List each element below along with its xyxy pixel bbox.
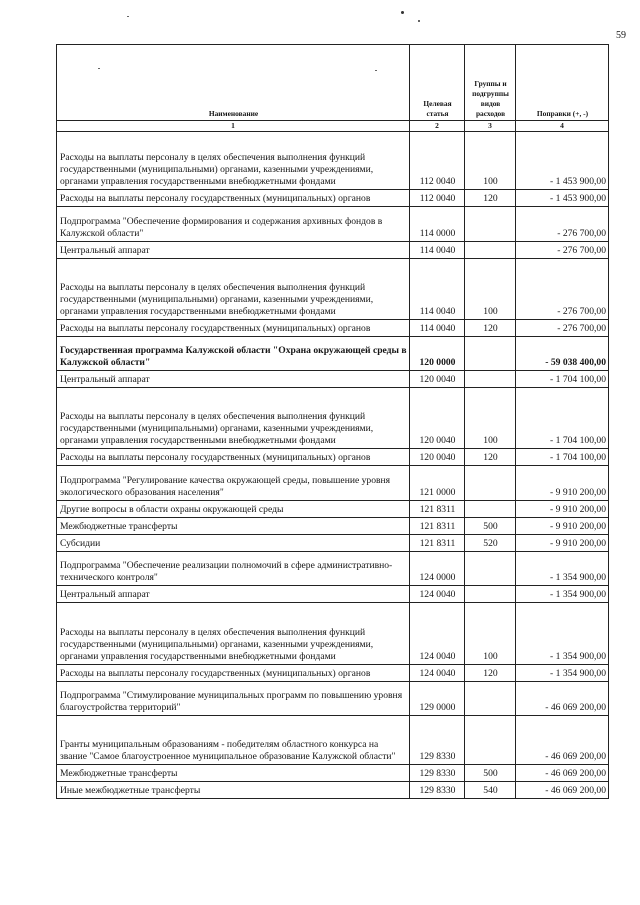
table-row [57,259,609,320]
column-number: 1 [57,121,410,132]
row-expense-group [465,716,516,765]
column-number: 4 [516,121,609,132]
row-target-article: 124 0000 [410,552,465,586]
row-amendment: - 1 453 900,00 [516,132,609,190]
table-row [57,371,609,388]
row-amendment: - 276 700,00 [516,242,609,259]
row-expense-group: 500 [465,518,516,535]
row-expense-group [465,371,516,388]
row-target-article: 121 8311 [410,518,465,535]
row-amendment: - 276 700,00 [516,207,609,242]
row-amendment: - 9 910 200,00 [516,466,609,501]
row-amendment: - 1 453 900,00 [516,190,609,207]
row-target-article: 124 0040 [410,665,465,682]
table-row [57,782,609,799]
column-number: 3 [465,121,516,132]
row-name: Расходы на выплаты персоналу государственных (муниципальных) органов [57,449,410,466]
table-row [57,132,609,190]
row-name: Расходы на выплаты персоналу в целях обеспечения выполнения функций государственными (муниципальными) органами, казенными учреждениями, органами управления государственными внебюджетными фондами [57,603,410,665]
row-name: Подпрограмма "Обеспечение формирования и содержания архивных фондов в Калужской области" [57,207,410,242]
table-row [57,716,609,765]
table-row [57,242,609,259]
row-target-article: 114 0040 [410,259,465,320]
row-expense-group: 500 [465,765,516,782]
row-amendment: - 276 700,00 [516,259,609,320]
row-name: Центральный аппарат [57,586,410,603]
header-name: Наименование [57,45,410,121]
row-name: Межбюджетные трансферты [57,765,410,782]
row-name: Расходы на выплаты персоналу государственных (муниципальных) органов [57,665,410,682]
row-target-article: 129 8330 [410,782,465,799]
row-target-article: 112 0040 [410,132,465,190]
row-name: Расходы на выплаты персоналу государственных (муниципальных) органов [57,320,410,337]
row-expense-group [465,586,516,603]
row-amendment: - 1 354 900,00 [516,665,609,682]
row-expense-group: 120 [465,665,516,682]
row-amendment: - 46 069 200,00 [516,682,609,716]
table-row [57,518,609,535]
budget-table [56,44,609,799]
row-amendment: - 1 354 900,00 [516,586,609,603]
row-amendment: - 59 038 400,00 [516,337,609,371]
row-expense-group [465,466,516,501]
table-row [57,190,609,207]
row-name: Расходы на выплаты персоналу государственных (муниципальных) органов [57,190,410,207]
row-expense-group: 540 [465,782,516,799]
row-name: Государственная программа Калужской области "Охрана окружающей среды в Калужской области" [57,337,410,371]
row-name: Субсидии [57,535,410,552]
table-row [57,552,609,586]
row-amendment: - 1 704 100,00 [516,449,609,466]
row-expense-group: 100 [465,388,516,449]
row-amendment: - 46 069 200,00 [516,765,609,782]
row-target-article: 120 0000 [410,337,465,371]
row-target-article: 124 0040 [410,586,465,603]
row-expense-group: 120 [465,190,516,207]
row-name: Центральный аппарат [57,242,410,259]
header-target-article: Целевая статья [410,45,465,121]
table-row [57,449,609,466]
table-row [57,207,609,242]
row-expense-group: 100 [465,603,516,665]
row-expense-group: 100 [465,259,516,320]
row-target-article: 120 0040 [410,449,465,466]
row-amendment: - 46 069 200,00 [516,782,609,799]
row-target-article: 129 0000 [410,682,465,716]
row-name: Подпрограмма "Обеспечение реализации полномочий в сфере административно-технического контроля" [57,552,410,586]
row-target-article: 120 0040 [410,388,465,449]
row-target-article: 121 8311 [410,535,465,552]
row-amendment: - 9 910 200,00 [516,501,609,518]
row-name: Межбюджетные трансферты [57,518,410,535]
row-expense-group: 520 [465,535,516,552]
table-row [57,388,609,449]
column-number: 2 [410,121,465,132]
row-amendment: - 1 704 100,00 [516,371,609,388]
table-header-row [57,45,609,121]
row-target-article: 112 0040 [410,190,465,207]
table-row [57,535,609,552]
row-expense-group [465,337,516,371]
row-target-article: 120 0040 [410,371,465,388]
row-name: Подпрограмма "Регулирование качества окружающей среды, повышение уровня экологического образования населения" [57,466,410,501]
row-expense-group: 100 [465,132,516,190]
header-amendments: Поправки (+, -) [516,45,609,121]
row-target-article: 121 0000 [410,466,465,501]
row-amendment: - 9 910 200,00 [516,535,609,552]
table-row [57,501,609,518]
table-row [57,586,609,603]
table-row [57,665,609,682]
page-number: 59 [616,30,626,41]
row-target-article: 129 8330 [410,716,465,765]
row-name: Расходы на выплаты персоналу в целях обеспечения выполнения функций государственными (муниципальными) органами, казенными учреждениями, органами управления государственными внебюджетными фондами [57,132,410,190]
row-name: Гранты муниципальным образованиям - победителям областного конкурса на звание "Самое благоустроенное муниципальное образование Калужской области" [57,716,410,765]
table-row [57,765,609,782]
table-row [57,603,609,665]
header-expense-groups: Группы и подгруппы видов расходов [465,45,516,121]
row-amendment: - 9 910 200,00 [516,518,609,535]
row-expense-group: 120 [465,320,516,337]
row-name: Подпрограмма "Стимулирование муниципальных программ по повышению уровня благоустройства территорий" [57,682,410,716]
row-target-article: 121 8311 [410,501,465,518]
row-amendment: - 1 354 900,00 [516,552,609,586]
row-amendment: - 276 700,00 [516,320,609,337]
row-target-article: 114 0000 [410,207,465,242]
row-amendment: - 1 354 900,00 [516,603,609,665]
row-target-article: 124 0040 [410,603,465,665]
table-row [57,466,609,501]
row-amendment: - 1 704 100,00 [516,388,609,449]
row-expense-group [465,501,516,518]
row-target-article: 114 0040 [410,242,465,259]
row-expense-group [465,682,516,716]
row-name: Расходы на выплаты персоналу в целях обеспечения выполнения функций государственными (муниципальными) органами, казенными учреждениями, органами управления государственными внебюджетными фондами [57,259,410,320]
row-name: Иные межбюджетные трансферты [57,782,410,799]
row-name: Расходы на выплаты персоналу в целях обеспечения выполнения функций государственными (муниципальными) органами, казенными учреждениями, органами управления государственными внебюджетными фондами [57,388,410,449]
row-name: Центральный аппарат [57,371,410,388]
column-number-row [57,121,609,132]
row-expense-group: 120 [465,449,516,466]
row-amendment: - 46 069 200,00 [516,716,609,765]
table-row [57,337,609,371]
row-expense-group [465,207,516,242]
row-expense-group [465,552,516,586]
table-row [57,320,609,337]
table-row [57,682,609,716]
row-target-article: 114 0040 [410,320,465,337]
row-target-article: 129 8330 [410,765,465,782]
row-expense-group [465,242,516,259]
row-name: Другие вопросы в области охраны окружающей среды [57,501,410,518]
